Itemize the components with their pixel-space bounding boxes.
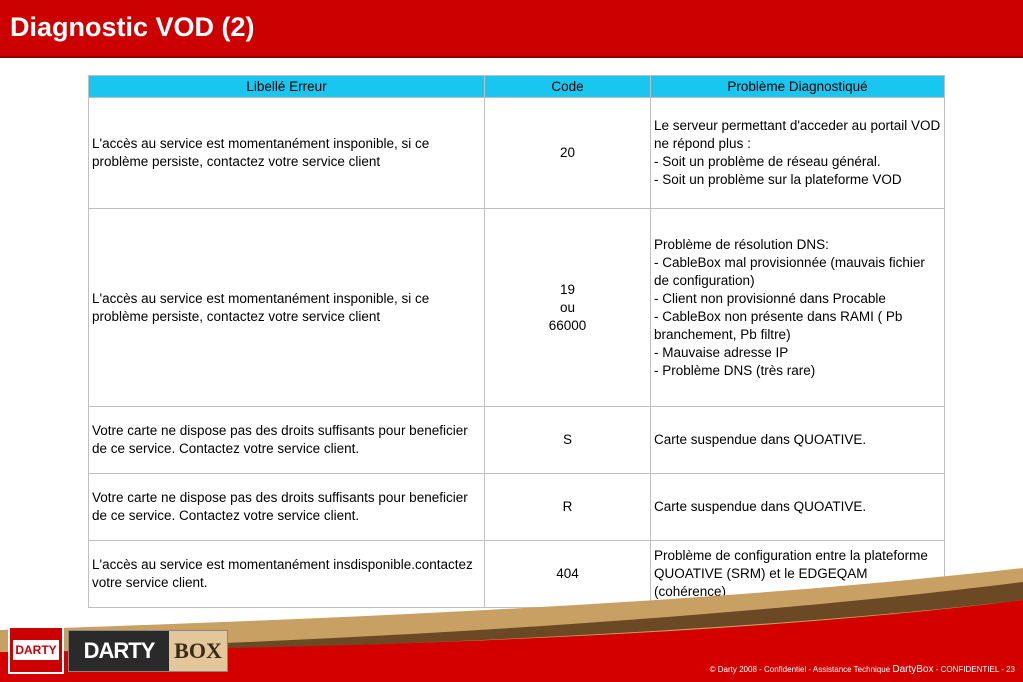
diagnosis-line: - Soit un problème sur la plateforme VOD <box>654 172 902 187</box>
diagnosis-line: - Soit un problème de réseau général. <box>654 154 881 169</box>
error-code: S <box>562 432 572 447</box>
error-label-cell: L'accès au service est momentanément insdisponible.contactez votre service client. <box>89 541 485 608</box>
dartybox-logo-box: BOX <box>169 631 227 671</box>
table-header-row <box>89 76 945 98</box>
error-code-cell <box>485 209 651 407</box>
diagnosis-line: Carte suspendue dans QUOATIVE. <box>654 432 867 447</box>
error-label-cell: L'accès au service est momentanément insponible, si ce problème persiste, contactez votre service client <box>89 98 485 209</box>
diagnosis-line: Problème de résolution DNS: <box>654 236 829 252</box>
error-code-cell <box>485 98 651 209</box>
table-row <box>89 474 945 541</box>
diagnosis-line: - Client non provisionné dans Procable <box>654 290 886 306</box>
diagnosis-cell <box>651 209 945 407</box>
diagnosis-line: - Mauvaise adresse IP <box>654 344 789 360</box>
diagnosis-line: Carte suspendue dans QUOATIVE. <box>654 499 867 514</box>
diagnosis-cell <box>651 98 945 209</box>
error-code: 20 <box>559 145 576 160</box>
darty-logo <box>8 626 64 674</box>
error-code-separator: ou <box>559 299 576 315</box>
footer-copyright <box>710 664 1015 675</box>
table-row <box>89 98 945 209</box>
column-header-diagnosis: Problème Diagnostiqué <box>651 76 945 98</box>
page-title: Diagnostic VOD (2) <box>10 12 255 42</box>
error-code: 404 <box>556 566 579 581</box>
dartybox-logo <box>68 630 228 672</box>
table-row <box>89 209 945 407</box>
footer-confidential: - CONFIDENTIEL - 23 <box>933 665 1015 674</box>
error-label-cell: Votre carte ne dispose pas des droits suffisants pour beneficier de ce service. Contactez votre service client. <box>89 474 485 541</box>
diagnosis-cell <box>651 474 945 541</box>
title-bar <box>0 0 1023 58</box>
diagnosis-cell <box>651 407 945 474</box>
error-code: 19 <box>559 281 576 297</box>
footer-brand: DartyBox <box>892 664 934 675</box>
column-header-label: Libellé Erreur <box>89 76 485 98</box>
diagnosis-line: - Problème DNS (très rare) <box>654 362 816 378</box>
diagnosis-line: - CableBox mal provisionnée (mauvais fichier de configuration) <box>654 254 925 288</box>
error-label-cell: Votre carte ne dispose pas des droits suffisants pour beneficier de ce service. Contactez votre service client. <box>89 407 485 474</box>
error-code-cell <box>485 407 651 474</box>
error-label-cell: L'accès au service est momentanément insponible, si ce problème persiste, contactez votre service client <box>89 209 485 407</box>
error-code: 66000 <box>548 317 587 333</box>
column-header-code: Code <box>485 76 651 98</box>
diagnosis-line: Le serveur permettant d'acceder au portail VOD ne répond plus : <box>654 118 941 151</box>
error-table <box>88 75 945 608</box>
diagnosis-line: Problème de configuration entre la plateforme QUOATIVE (SRM) et le EDGEQAM (cohérence) <box>654 548 928 599</box>
diagnosis-line: - CableBox non présente dans RAMI ( Pb branchement, Pb filtre) <box>654 308 903 342</box>
table-row <box>89 407 945 474</box>
darty-logo-text: DARTY <box>13 640 58 660</box>
dartybox-logo-darty: DARTY <box>69 631 169 671</box>
footer-copyright-text: © Darty 2008 - Confidentiel - Assistance Technique <box>709 665 893 674</box>
error-code: R <box>562 499 573 514</box>
error-code-cell <box>485 474 651 541</box>
